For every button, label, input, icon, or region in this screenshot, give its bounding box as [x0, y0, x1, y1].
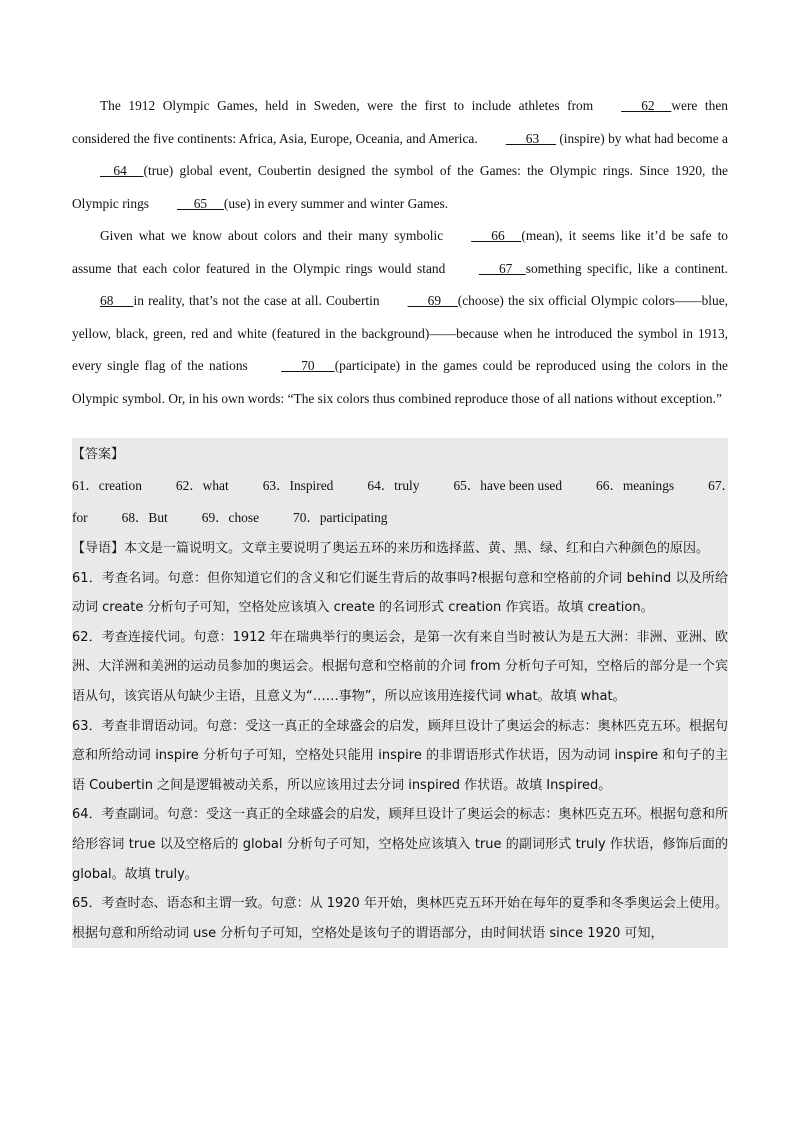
explanation-block [72, 534, 728, 948]
answer-item: 63．Inspired [262, 478, 334, 493]
answer-item: 69．chose [201, 510, 260, 525]
passage-text: Given what we know about colors and their many symbolic [100, 228, 444, 243]
answer-item: 62．what [175, 478, 229, 493]
passage-paragraph-1 [72, 90, 728, 220]
answer-item: 66．meanings [596, 478, 675, 493]
explanation-62: 62．考查连接代词。句意：1912 年在瑞典举行的奥运会，是第一次有来自当时被认为是五大洲：非洲、亚洲、欧洲、大洋洲和美洲的运动员参加的奥运会。根据句意和空格前的介词 from 分析句子可知，空格后的部分是一个宾语从句，该宾语从句缺少主语，且意义为“……事物”，所以应该用连接代词 what。故填 what。 [72, 629, 728, 704]
blank-64: 64 [100, 163, 144, 178]
blank-67: 67 [478, 260, 526, 276]
answer-row-2 [72, 502, 728, 534]
blank-70: 70 [281, 358, 335, 373]
answer-tag: 【答案】 [72, 447, 125, 462]
guide-paragraph [72, 534, 728, 564]
passage-text: The 1912 Olympic Games, held in Sweden, were the first to include athletes from [100, 98, 594, 113]
answer-section [72, 438, 735, 948]
passage-text: (choose) the six official Olympic colors——blue, yellow, black, green, red and white (featured in the background)——because when he introduced the symbol in 1913, every single flag of the nations [72, 293, 728, 373]
passage-text: (inspire) by what had become a [555, 130, 728, 146]
passage-text: in reality, that’s not the case at all. Coubertin [133, 293, 380, 308]
answer-row-1 [72, 470, 735, 502]
blank-65: 65 [177, 195, 224, 211]
answer-item: 64．truly [367, 478, 420, 493]
answer-item: for [72, 510, 88, 525]
answer-item: 61．creation [72, 478, 142, 493]
explanation-64: 64．考查副词。句意：受这一真正的全球盛会的启发，顾拜旦设计了奥运会的标志：奥林匹克五环。根据句意和所给形容词 true 以及空格后的 global 分析句子可知，空格处应该填入 true 的副词形式 truly 作状语，修饰后面的 global。故填 truly。 [72, 807, 728, 882]
answer-heading [72, 438, 728, 470]
blank-68: 68 [100, 293, 134, 308]
passage-paragraph-2 [72, 220, 728, 415]
explanation-63: 63．考查非谓语动词。句意：受这一真正的全球盛会的启发，顾拜旦设计了奥运会的标志：奥林匹克五环。根据句意和所给动词 inspire 分析句子可知，空格处只能用 inspire 的非谓语形式作状语，因为动词 inspire 和句子的主语 Coubertin 之间是逻辑被动关系，所以应该用过去分词 inspired 作状语。故填 Inspired。 [72, 718, 728, 793]
passage-text: were then considered the five continents: Africa, Asia, Europe, Oceania, and America. [72, 98, 728, 146]
blank-69: 69 [407, 293, 458, 308]
explanation-61: 61．考查名词。句意：但你知道它们的含义和它们诞生背后的故事吗?根据句意和空格前的介词 behind 以及所给动词 create 分析句子可知，空格处应该填入 create 的名词形式 creation 作宾语。故填 creation。 [72, 570, 728, 616]
explanation-65: 65．考查时态、语态和主谓一致。句意：从 1920 年开始，奥林匹克五环开始在每年的夏季和冬季奥运会上使用。根据句意和所给动词 use 分析句子可知，空格处是该句子的谓语部分，由时间状语 since 1920 可知， [72, 896, 728, 941]
blank-66: 66 [471, 228, 522, 243]
passage-text: (true) global event, Coubertin designed the symbol of the Games: the Olympic rings. Since 1920, the Olympic rings [72, 163, 728, 211]
guide-tag: 【导语】 [72, 541, 125, 556]
answer-item: 67． [708, 478, 735, 493]
answer-item: 70．participating [293, 510, 388, 525]
passage-text: (use) in every summer and winter Games. [223, 195, 449, 211]
answer-item: 65．have been used [453, 478, 563, 493]
passage-text: (participate) in the games could be reproduced using the colors in the Olympic symbol. Or, in his own words: “The six colors thus combined reproduce those of all nations without exception.” [72, 358, 728, 406]
passage [72, 90, 728, 415]
answer-item: 68．But [121, 510, 168, 525]
blank-62: 62 [621, 98, 672, 113]
blank-63: 63 [505, 130, 556, 146]
guide-text: 本文是一篇说明文。文章主要说明了奥运五环的来历和选择蓝、黄、黑、绿、红和白六种颜色的原因。 [124, 541, 710, 556]
passage-text: (mean), it seems like it’d be safe to assume that each color featured in the Olympic rings would stand [72, 228, 728, 276]
passage-text: something specific, like a continent. [525, 260, 728, 276]
